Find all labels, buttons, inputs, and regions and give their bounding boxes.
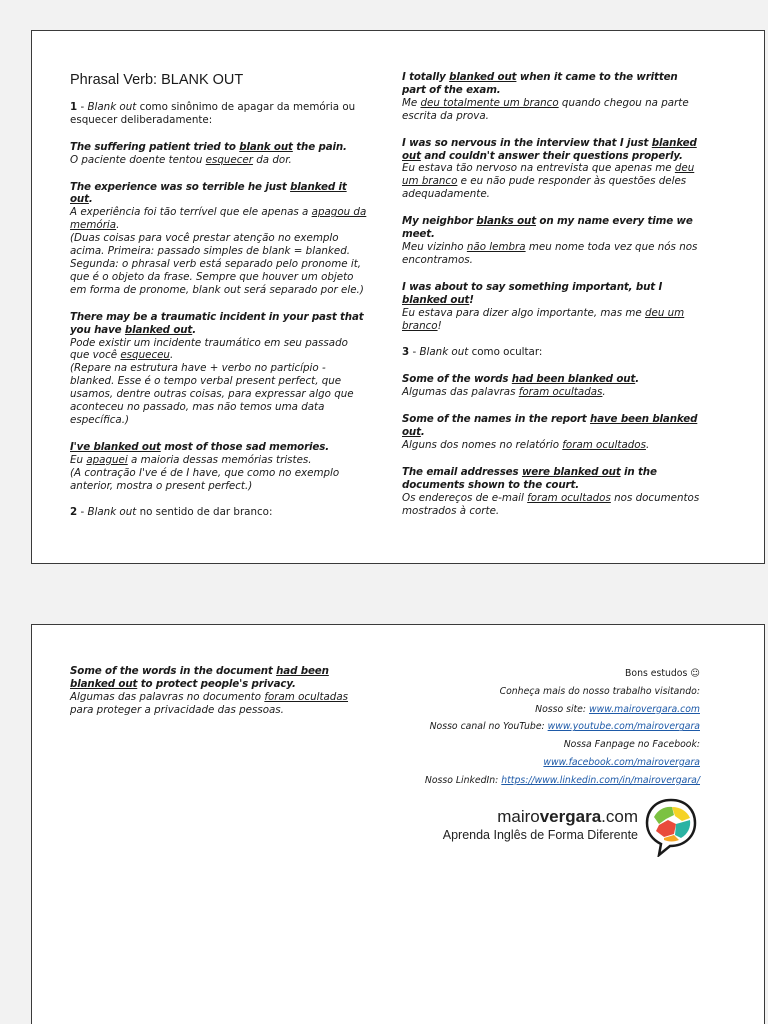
example-7	[402, 215, 702, 267]
example-portuguese: Pode existir um incidente traumático em seu passado que você esqueceu.	[70, 336, 348, 362]
example-english: Some of the names in the report have been blanked out.	[402, 413, 698, 439]
example-portuguese: O paciente doente tentou esquecer da dor.	[70, 153, 292, 166]
example-portuguese: Alguns dos nomes no relatório foram ocultados.	[402, 438, 650, 451]
example-portuguese: Eu estava para dizer algo importante, mas me deu um branco!	[402, 306, 685, 332]
youtube-link[interactable]: www.youtube.com/mairovergara	[547, 721, 700, 733]
section-1-heading: 1 - Blank out como sinônimo de apagar da memória ou esquecer deliberadamente:	[70, 100, 356, 126]
example-3	[70, 311, 370, 427]
example-portuguese: Os endereços de e-mail foram ocultados nos documentos mostrados à corte.	[402, 491, 700, 517]
example-english: I was about to say something important, but I blanked out!	[402, 280, 663, 306]
site-link[interactable]: www.mairovergara.com	[589, 703, 700, 715]
example-portuguese: Eu estava tão nervoso na entrevista que apenas me deu um branco e eu não pude responder às questões deles adequadamente.	[402, 162, 695, 201]
example-2	[70, 181, 370, 297]
example-1	[70, 141, 370, 167]
example-11	[402, 466, 702, 518]
speech-bubble-world-map-icon	[644, 797, 698, 857]
brand-name: mairovergara.com	[497, 807, 638, 826]
example-note: (Duas coisas para você prestar atenção no exemplo acima. Primeira: passado simples de blank = blanked. Segunda: o phrasal verb está separado pelo pronome it, que é o objeto da frase. Sempre que houver um objeto em forma de pronome, blank out será separado por ele.)	[70, 232, 364, 296]
youtube-line: Nosso canal no YouTube: www.youtube.com/mairovergara	[429, 721, 700, 733]
example-portuguese: Me deu totalmente um branco quando chegou na parte escrita da prova.	[402, 96, 689, 122]
example-english: Some of the words had been blanked out.	[402, 373, 639, 386]
page-title: Phrasal Verb: BLANK OUT	[70, 72, 244, 88]
example-portuguese: Meu vizinho não lembra meu nome toda vez que nós nos encontramos.	[402, 240, 698, 266]
section-2-heading: 2 - Blank out no sentido de dar branco:	[70, 506, 273, 519]
example-note: (A contração I've é de I have, que como no exemplo anterior, mostra o present perfect.)	[70, 466, 340, 492]
contact-info	[392, 665, 700, 790]
left-column	[70, 665, 370, 731]
example-english: There may be a traumatic incident in your past that you have blanked out.	[70, 310, 364, 336]
example-5	[402, 71, 702, 123]
example-4	[70, 441, 370, 493]
example-8	[402, 281, 702, 333]
linkedin-link[interactable]: https://www.linkedin.com/in/mairovergara/	[501, 774, 700, 786]
example-english: Some of the words in the document had been blanked out to protect people's privacy.	[70, 665, 329, 690]
linkedin-line: Nosso LinkedIn: https://www.linkedin.com/in/mairovergara/	[424, 774, 700, 786]
example-portuguese: Eu apaguei a maioria dessas memórias tristes.	[70, 453, 312, 466]
example-english: I totally blanked out when it came to the written part of the exam.	[402, 71, 678, 96]
right-column	[402, 71, 702, 531]
bons-estudos: Bons estudos ☺	[625, 668, 700, 679]
example-english: The suffering patient tried to blank out the pain.	[70, 140, 347, 153]
conheca-text: Conheça mais do nosso trabalho visitando:	[499, 685, 700, 697]
example-note: (Repare na estrutura have + verbo no particípio - blanked. Esse é o tempo verbal present perfect, que usamos, dentre outras coisas, para expressar algo que aconteceu no passado, mas não temos uma data específica.)	[70, 362, 354, 426]
example-english: The email addresses were blanked out in the documents shown to the court.	[402, 465, 657, 491]
page-1	[31, 30, 765, 564]
example-english: The experience was so terrible he just blanked it out.	[70, 180, 347, 206]
example-english: I was so nervous in the interview that I just blanked out and couldn't answer their questions properly.	[402, 136, 697, 162]
section-3-heading: 3 - Blank out como ocultar:	[402, 346, 543, 359]
facebook-label: Nossa Fanpage no Facebook:	[563, 739, 700, 751]
example-portuguese: Algumas das palavras foram ocultadas.	[402, 386, 606, 399]
example-10	[402, 413, 702, 452]
example-english: I've blanked out most of those sad memories.	[70, 440, 329, 453]
page-2	[31, 624, 765, 1024]
example-english: My neighbor blanks out on my name every time we meet.	[402, 215, 693, 241]
facebook-link[interactable]: www.facebook.com/mairovergara	[543, 756, 700, 768]
brand-block	[412, 807, 638, 842]
example-portuguese: Algumas das palavras no documento foram ocultadas para proteger a privacidade das pessoas.	[70, 690, 349, 716]
left-column	[70, 65, 370, 533]
example-portuguese: A experiência foi tão terrível que ele apenas a apagou da memória.	[70, 206, 367, 232]
example-9	[402, 373, 702, 399]
example-6	[402, 137, 702, 202]
facebook-line	[392, 754, 700, 772]
site-line: Nosso site: www.mairovergara.com	[535, 703, 700, 715]
brand-tagline: Aprenda Inglês de Forma Diferente	[442, 828, 638, 842]
example-12	[70, 665, 370, 717]
smiley-icon: ☺	[690, 668, 700, 679]
